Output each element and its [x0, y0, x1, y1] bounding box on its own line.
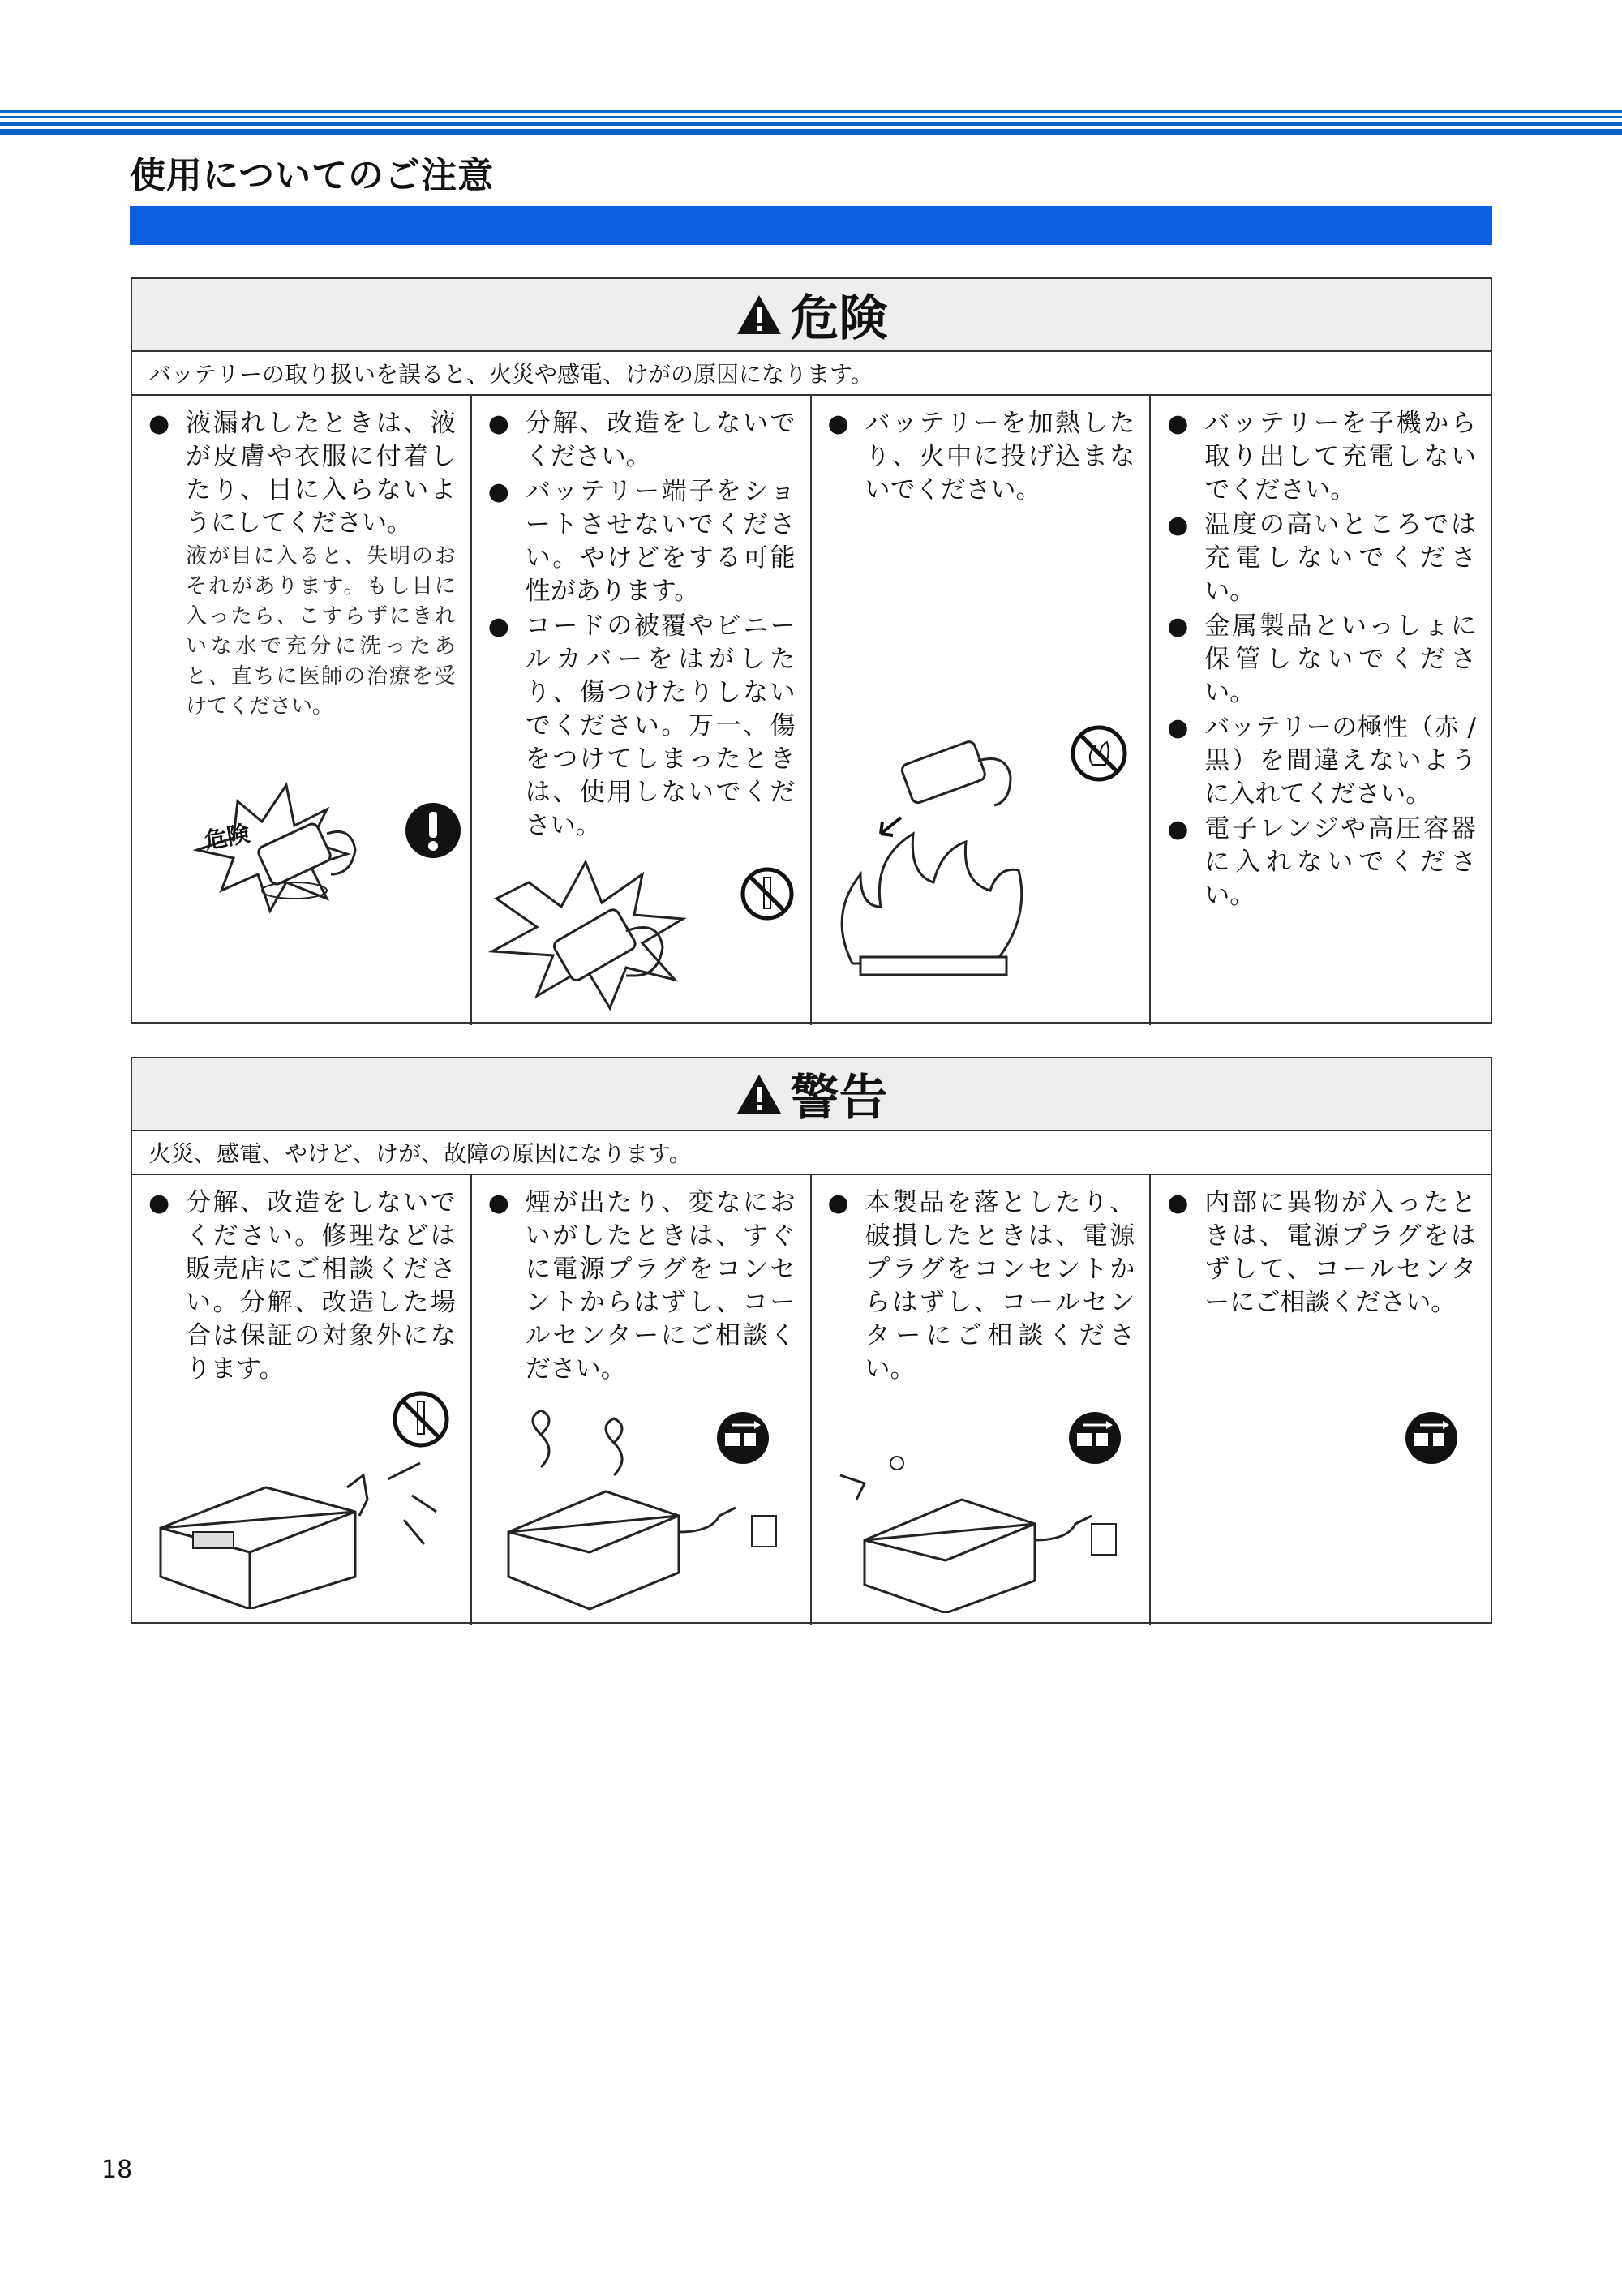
page-number: 18	[101, 2156, 133, 2184]
warning-triangle-icon	[736, 294, 783, 336]
list-item: ● バッテリーの極性（赤 / 黒）を間違えないように入れてください。	[1167, 713, 1476, 809]
warning-col-1	[132, 1175, 472, 1625]
danger-note: 液が目に入ると、失明のおそれがあります。もし目に入ったら、こすらずにきれいな水で充分に洗ったあと、直ちに医師の治療を受けてください。	[186, 544, 456, 719]
list-item: ● 煙が出たり、変なにおいがしたときは、すぐに電源プラグをコンセントからはずし、コールセンターにご相談ください。	[487, 1188, 796, 1384]
warning-intro: 火災、感電、やけど、けが、故障の原因になります。	[132, 1131, 1491, 1175]
warning-title: 警告	[790, 1070, 888, 1127]
danger-section	[131, 277, 1492, 1024]
warning-col-3	[812, 1175, 1152, 1625]
prohibited-fire-icon	[1070, 724, 1128, 783]
list-item: ● コードの被覆やビニールカバーをはがしたり、傷つけたりしないでください。万一、傷をつけてしまったときは、使用しないでください。	[487, 612, 796, 840]
warning-col-2	[472, 1175, 812, 1625]
list-item: ● 電子レンジや高圧容器に入れないでください。	[1167, 814, 1476, 910]
warning-col-4	[1151, 1175, 1491, 1625]
illus-label: 危険	[202, 820, 252, 855]
danger-col-2	[472, 396, 812, 1025]
battery-leak-illustration	[189, 777, 400, 915]
danger-col-3	[812, 396, 1152, 1025]
printer-disassembly-illustration	[144, 1455, 461, 1609]
title-accent-bar	[130, 206, 1492, 245]
printer-smoke-illustration	[484, 1410, 800, 1613]
warning-section	[131, 1057, 1492, 1624]
list-item: ● 温度の高いところでは充電しないでください。	[1167, 510, 1476, 606]
danger-col-1	[132, 396, 472, 1025]
short-circuit-illustration	[480, 858, 723, 1012]
mandatory-exclamation-icon	[404, 801, 462, 860]
header-rule	[0, 110, 1622, 139]
danger-header	[132, 279, 1491, 352]
danger-col-4	[1151, 396, 1491, 1025]
list-item: ● 金属製品といっしょに保管しないでください。	[1167, 612, 1476, 707]
list-item: ● 分解、改造をしないでください。修理などは販売店にご相談ください。分解、改造した場合は保証の対象外になります。	[148, 1188, 456, 1384]
list-item: ● 液漏れしたときは、液が皮膚や衣服に付着したり、目に入らないようにしてください。	[148, 409, 456, 538]
warning-triangle-icon	[736, 1073, 783, 1115]
prohibited-disassembly-icon	[392, 1390, 450, 1448]
prohibited-disassembly-icon	[740, 866, 795, 921]
printer-damaged-illustration	[824, 1451, 1140, 1613]
list-item: ● 内部に異物が入ったときは、電源プラグをはずして、コールセンターにご相談ください。	[1167, 1188, 1476, 1317]
battery-fire-illustration	[828, 736, 1039, 988]
danger-intro: バッテリーの取り扱いを誤ると、火災や感電、けがの原因になります。	[132, 352, 1491, 396]
warning-header	[132, 1058, 1491, 1131]
list-item: ● バッテリー端子をショートさせないでください。やけどをする可能性があります。	[487, 477, 796, 606]
list-item: ● バッテリーを子機から取り出して充電しないでください。	[1167, 409, 1476, 504]
list-item: ● 分解、改造をしないでください。	[487, 409, 796, 471]
list-item: ● 本製品を落としたり、破損したときは、電源プラグをコンセントからはずし、コールセンターにご相談ください。	[827, 1188, 1135, 1384]
unplug-icon	[1404, 1410, 1459, 1466]
danger-title: 危険	[790, 290, 888, 347]
page-title: 使用についてのご注意	[130, 155, 495, 196]
list-item: ● バッテリーを加熱したり、火中に投げ込まないでください。	[827, 409, 1135, 504]
